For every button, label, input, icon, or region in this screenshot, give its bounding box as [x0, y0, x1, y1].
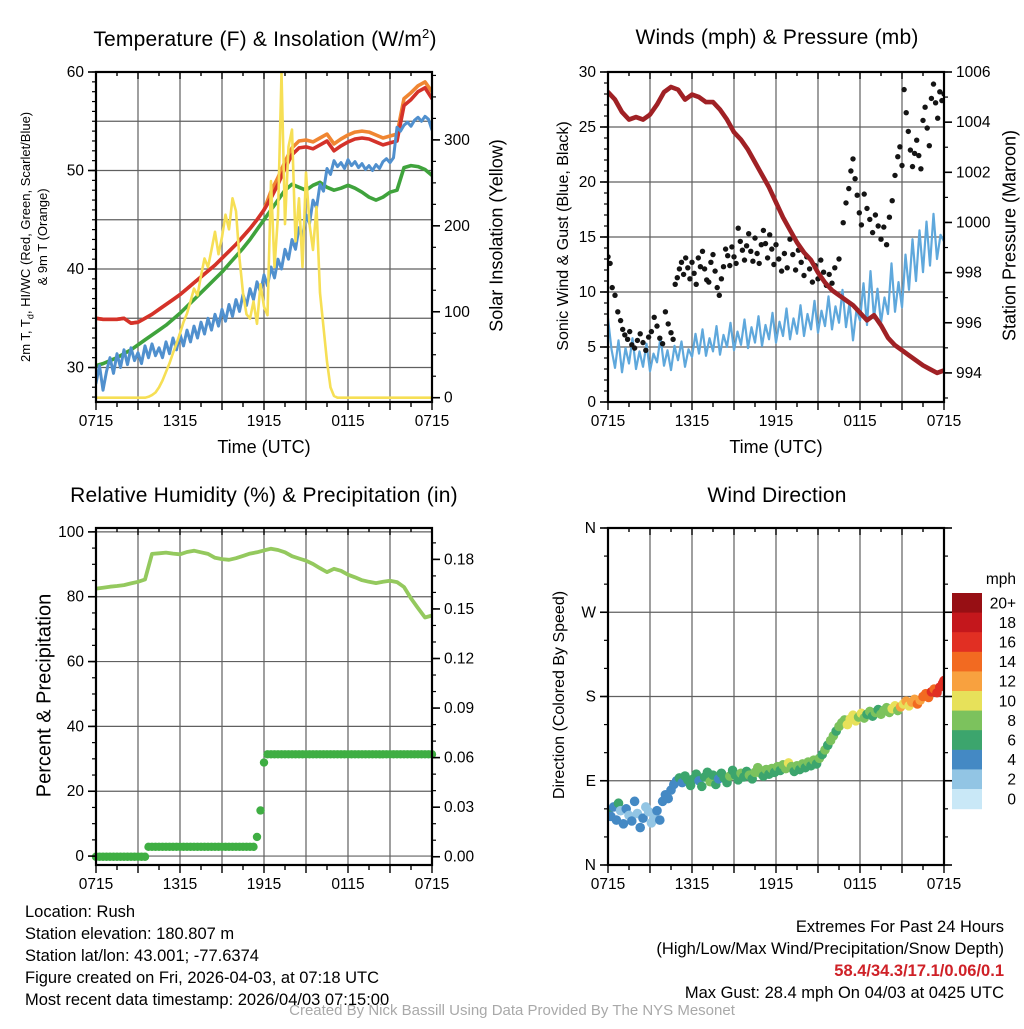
- colorbar-band: [952, 750, 982, 770]
- most-recent-data-timestamp: Most recent data timestamp: 2026/04/03 07:15:00: [25, 991, 390, 1009]
- y-tick-label: 1000: [956, 214, 991, 232]
- x-tick-label: 0115: [843, 876, 877, 893]
- x-tick-label: 0115: [331, 876, 365, 893]
- colorbar-band: [952, 632, 982, 652]
- extremes-title: Extremes For Past 24 Hours: [795, 918, 1004, 936]
- temp-y-axis-label-sub: d: [25, 314, 36, 320]
- x-tick-label: 0715: [590, 876, 626, 893]
- colorbar-label: 6: [1007, 732, 1016, 750]
- colorbar-label: 10: [998, 693, 1016, 711]
- y-tick-label: 0.18: [444, 551, 475, 569]
- sonic-wind-y-axis-label: Sonic Wind & Gust (Blue, Black): [555, 121, 572, 351]
- temp-chart-title-close: ): [429, 28, 437, 51]
- x-tick-label: 1315: [674, 413, 710, 430]
- y-tick-label: 0: [587, 394, 596, 411]
- y-tick-label: 100: [58, 523, 84, 541]
- x-tick-label: 0715: [414, 413, 450, 430]
- y-tick-label: 300: [444, 131, 470, 149]
- y-tick-label: 20: [66, 783, 84, 801]
- temp-y-axis-label-line2: & 9m T (Orange): [35, 188, 50, 286]
- temp-y-axis-label-mid: , HI/WC (Red, Green, Scarlet/Blue): [18, 111, 34, 315]
- y-tick-label: 20: [578, 174, 596, 191]
- pressure-y-axis-label: Station Pressure (Maroon): [999, 129, 1020, 342]
- y-tick-label: 5: [587, 339, 596, 356]
- station-info: [25, 901, 389, 1011]
- x-tick-label: 0715: [414, 876, 450, 893]
- y-tick-label: 60: [66, 64, 84, 81]
- percent-precip-y-axis-label: Percent & Precipitation: [33, 593, 56, 798]
- y-tick-label: 60: [66, 653, 84, 671]
- humidity-chart-title: Relative Humidity (%) & Precipitation (in): [70, 484, 458, 507]
- x-tick-label: 0715: [78, 876, 114, 893]
- colorbar-band: [952, 730, 982, 750]
- colorbar-band: [952, 652, 982, 672]
- y-tick-label: 40: [66, 261, 84, 279]
- humidity-precip-plot: [58, 524, 474, 893]
- y-tick-label: 30: [578, 64, 596, 81]
- y-tick-label: 80: [66, 588, 84, 606]
- colorbar-label: 4: [1007, 752, 1016, 770]
- colorbar-band: [952, 769, 982, 789]
- temp-y-axis-label: [19, 17, 51, 457]
- temp-chart-title-text: Temperature (F) & Insolation (W/m: [93, 28, 423, 51]
- wind-x-axis-label: Time (UTC): [729, 437, 823, 457]
- x-tick-label: 0115: [331, 413, 365, 430]
- x-tick-label: 1915: [758, 413, 794, 430]
- y-tick-label: 0.00: [444, 848, 475, 866]
- x-tick-label: 1315: [162, 413, 198, 430]
- max-gust-line: Max Gust: 28.4 mph On 04/03 at 0425 UTC: [684, 984, 1004, 1002]
- y-tick-label: 200: [444, 217, 470, 235]
- x-tick-label: 1915: [758, 876, 794, 893]
- y-tick-label: 10: [578, 284, 596, 301]
- colorbar-label: 2: [1007, 771, 1016, 789]
- colorbar-band: [952, 613, 982, 633]
- temp-chart-title: [60, 26, 470, 52]
- x-tick-label: 0715: [78, 413, 114, 430]
- y-tick-label: E: [585, 772, 596, 790]
- y-tick-label: 1002: [956, 164, 991, 182]
- y-tick-label: 40: [66, 718, 84, 736]
- y-tick-label: 0.06: [444, 749, 475, 767]
- colorbar-band: [952, 593, 982, 613]
- colorbar-band: [952, 671, 982, 691]
- colorbar-band: [952, 789, 982, 809]
- wind-direction-chart-title: Wind Direction: [707, 484, 847, 507]
- colorbar-label: 12: [998, 673, 1016, 691]
- colorbar-label: 14: [998, 654, 1016, 672]
- y-tick-label: 1004: [956, 114, 991, 132]
- colorbar-label: 20+: [989, 595, 1016, 613]
- wind-chart-title: Winds (mph) & Pressure (mb): [635, 26, 919, 49]
- y-tick-label: S: [585, 688, 596, 706]
- colorbar-unit-label: mph: [985, 571, 1016, 588]
- station-elevation: Station elevation: 180.807 m: [25, 925, 235, 943]
- y-tick-label: 15: [578, 229, 596, 246]
- x-tick-label: 1915: [246, 413, 282, 430]
- x-tick-label: 0115: [843, 413, 877, 430]
- colorbar-label: 0: [1007, 791, 1016, 809]
- y-tick-label: 998: [956, 264, 982, 282]
- y-tick-label: 50: [66, 162, 84, 180]
- y-tick-label: W: [581, 604, 596, 622]
- direction-y-axis-label: Direction (Colored By Speed): [551, 590, 568, 800]
- colorbar-band: [952, 711, 982, 731]
- wind-direction-plot: [581, 520, 1016, 893]
- y-tick-label: 0.09: [444, 700, 475, 718]
- y-tick-label: N: [584, 520, 596, 537]
- colorbar-label: 18: [998, 614, 1016, 632]
- station-latlon: Station lat/lon: 43.001; -77.6374: [25, 947, 259, 965]
- x-tick-label: 0715: [590, 413, 626, 430]
- colorbar-band: [952, 691, 982, 711]
- credit-line: Created By Nick Bassill Using Data Provided By The NYS Mesonet: [289, 1002, 735, 1019]
- colorbar-label: 16: [998, 634, 1016, 652]
- x-tick-label: 1315: [674, 876, 710, 893]
- y-tick-label: 0.03: [444, 799, 475, 817]
- x-tick-label: 1915: [246, 876, 282, 893]
- temp-chart-title-sup: 2: [422, 26, 430, 41]
- extremes-subtitle: (High/Low/Max Wind/Precipitation/Snow Depth): [656, 940, 1004, 958]
- temp-x-axis-label: Time (UTC): [217, 437, 311, 457]
- y-tick-label: 0: [444, 389, 453, 407]
- y-tick-label: 25: [578, 119, 596, 136]
- y-tick-label: 994: [956, 364, 982, 382]
- x-tick-label: 1315: [162, 876, 198, 893]
- x-tick-label: 0715: [926, 876, 962, 893]
- extremes-values: 58.4/34.3/17.1/0.06/0.1: [834, 962, 1004, 980]
- y-tick-label: N: [584, 857, 596, 874]
- y-tick-label: 996: [956, 314, 982, 332]
- colorbar-label: 8: [1007, 712, 1016, 730]
- station-location: Location: Rush: [25, 903, 136, 921]
- figure-created-timestamp: Figure created on Fri, 2026-04-03, at 07:18 UTC: [25, 969, 380, 987]
- winds-pressure-plot: [579, 64, 991, 430]
- x-tick-label: 0715: [926, 413, 962, 430]
- temp-y-axis-label-pre: 2m T, T: [18, 319, 34, 363]
- y-tick-label: 1006: [956, 64, 991, 81]
- insolation-y-axis-label: Solar Insolation (Yellow): [486, 139, 507, 332]
- y-tick-label: 100: [444, 303, 470, 321]
- y-tick-label: 30: [66, 359, 84, 377]
- y-tick-label: 0.15: [444, 600, 475, 618]
- temperature-insolation-plot: [67, 64, 470, 430]
- y-tick-label: 0: [75, 848, 84, 866]
- y-tick-label: 0.12: [444, 650, 475, 668]
- extremes-block: [656, 916, 1004, 1004]
